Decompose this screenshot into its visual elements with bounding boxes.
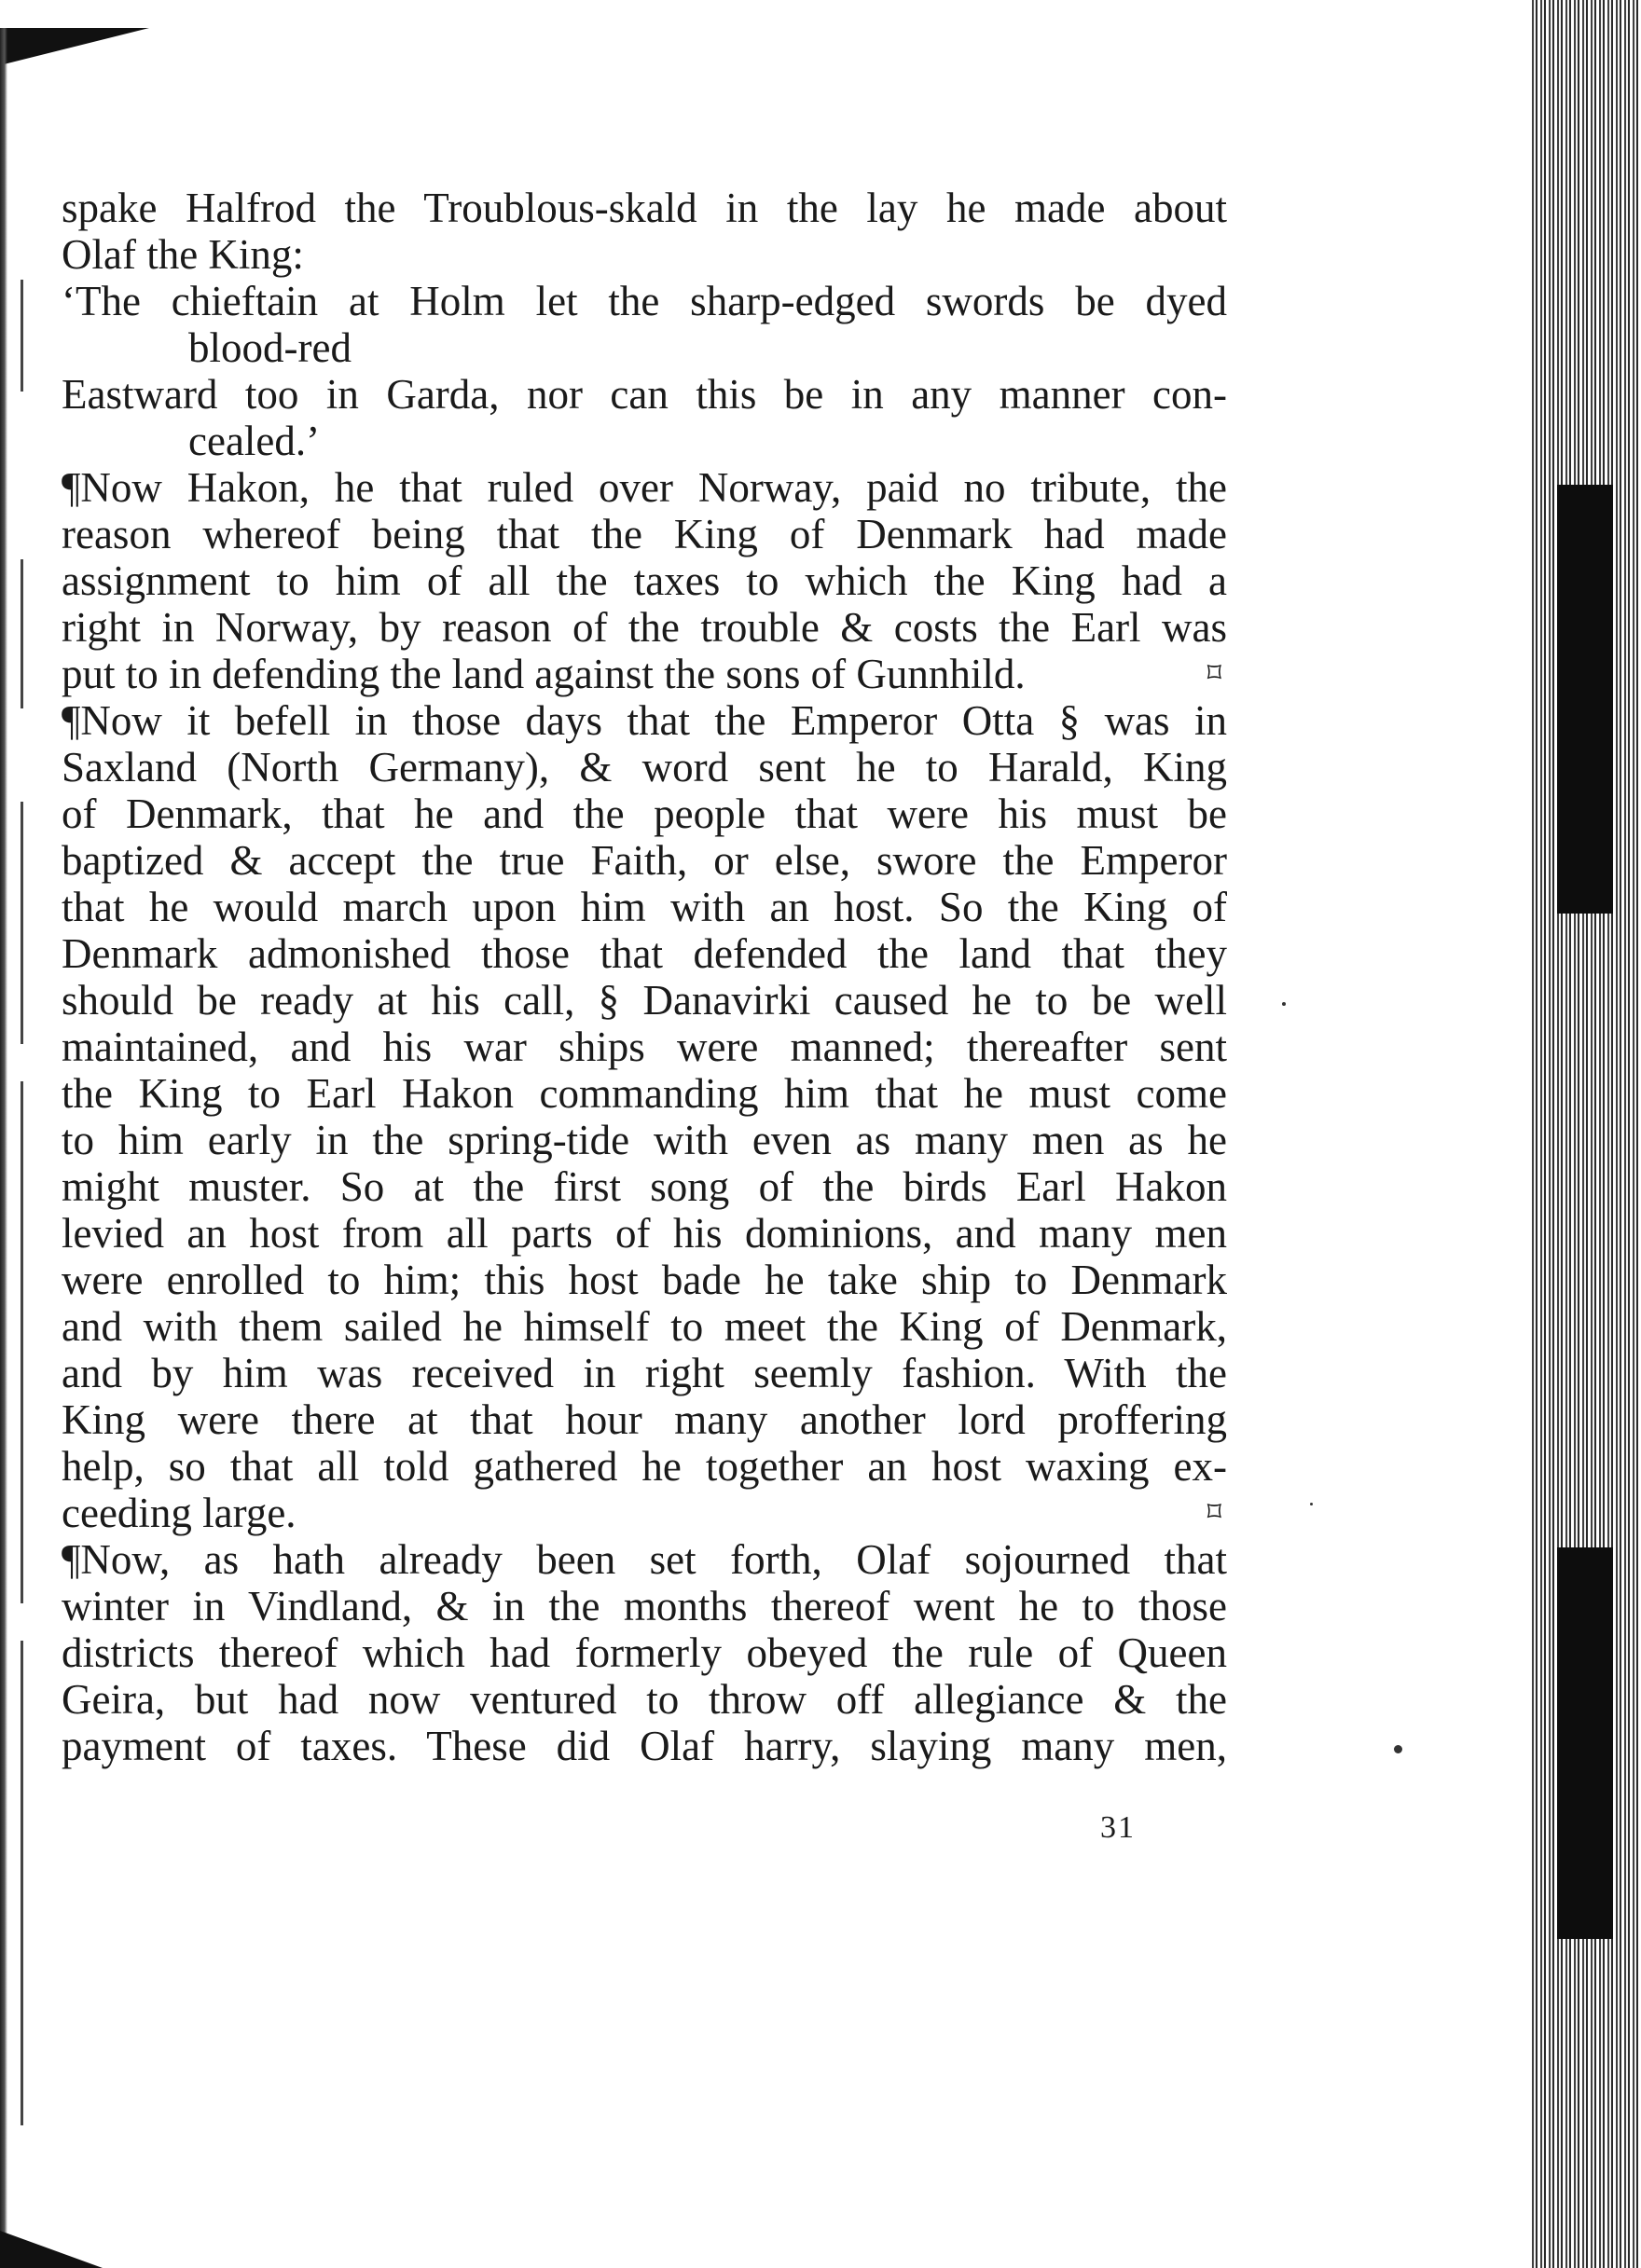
text-line: assignment to him of all the taxes to which the King had a [62, 557, 1227, 604]
text-line: spake Halfrod the Troublous-skald in the lay he made about [62, 185, 1227, 231]
text-line-content: ceeding large. [62, 1490, 296, 1536]
page-gutter-shadow [1557, 1547, 1613, 1939]
text-line: King were there at that hour many another lord proffering [62, 1396, 1227, 1443]
text-line: to him early in the spring-tide with even as many men as he [62, 1117, 1227, 1163]
margin-bar [21, 802, 23, 1044]
text-line: and by him was received in right seemly fashion. With the [62, 1350, 1227, 1396]
text-line: Denmark admonished those that defended the land that they [62, 930, 1227, 977]
section-mark-icon: ⌑ [1207, 1496, 1221, 1529]
margin-bar [21, 1081, 23, 1603]
scan-speck [1394, 1745, 1402, 1753]
text-line: cealed.’ [188, 418, 321, 464]
scan-speck [1310, 1503, 1313, 1505]
section-mark-icon: ⌑ [1207, 657, 1221, 690]
scan-speck [1282, 1002, 1286, 1006]
scan-corner-bottom [0, 2231, 103, 2268]
text-line-content: put to in defending the land against the sons of Gunnhild. [62, 651, 1026, 697]
text-line: Saxland (North Germany), & word sent he to Harald, King [62, 744, 1227, 790]
text-line: right in Norway, by reason of the trouble & costs the Earl was [62, 604, 1227, 651]
text-line: ‘The chieftain at Holm let the sharp-edged swords be dyed [62, 278, 1227, 324]
text-line: ¶Now it befell in those days that the Emperor Otta § was in [62, 697, 1227, 744]
text-line: Geira, but had now ventured to throw off allegiance & the [62, 1676, 1227, 1723]
page-gutter-shadow [1557, 485, 1613, 914]
text-line: the King to Earl Hakon commanding him that he must come [62, 1070, 1227, 1117]
text-line: baptized & accept the true Faith, or else, swore the Emperor [62, 837, 1227, 884]
margin-bar [21, 280, 23, 392]
text-line: levied an host from all parts of his dominions, and many men [62, 1210, 1227, 1257]
page-number: 31 [1100, 1810, 1136, 1845]
text-line [62, 1490, 1227, 1536]
text-line: might muster. So at the first song of the birds Earl Hakon [62, 1163, 1227, 1210]
text-line: and with them sailed he himself to meet the King of Denmark, [62, 1303, 1227, 1350]
text-line: districts thereof which had formerly obeyed the rule of Queen [62, 1629, 1227, 1676]
scan-corner-top [0, 28, 149, 65]
margin-bar [21, 559, 23, 708]
body-text [62, 185, 1227, 1769]
text-line: payment of taxes. These did Olaf harry, slaying many men, [62, 1723, 1227, 1769]
text-line: ¶Now, as hath already been set forth, Olaf sojourned that [62, 1536, 1227, 1583]
text-line: Olaf the King: [62, 231, 304, 278]
text-line [62, 651, 1227, 697]
text-line: help, so that all told gathered he together an host waxing ex- [62, 1443, 1227, 1490]
text-line: maintained, and his war ships were manned; thereafter sent [62, 1024, 1227, 1070]
text-line: of Denmark, that he and the people that were his must be [62, 790, 1227, 837]
text-line: reason whereof being that the King of Denmark had made [62, 511, 1227, 557]
text-line: that he would march upon him with an host. So the King of [62, 884, 1227, 930]
text-line: blood-red [188, 324, 352, 371]
text-line: should be ready at his call, § Danavirki caused he to be well [62, 977, 1227, 1024]
text-line: winter in Vindland, & in the months thereof went he to those [62, 1583, 1227, 1629]
text-line: were enrolled to him; this host bade he take ship to Denmark [62, 1257, 1227, 1303]
text-line: ¶Now Hakon, he that ruled over Norway, paid no tribute, the [62, 464, 1227, 511]
margin-bar [21, 1641, 23, 2125]
text-line: Eastward too in Garda, nor can this be in any manner con- [62, 371, 1227, 418]
scan-edge-left [0, 28, 7, 2256]
